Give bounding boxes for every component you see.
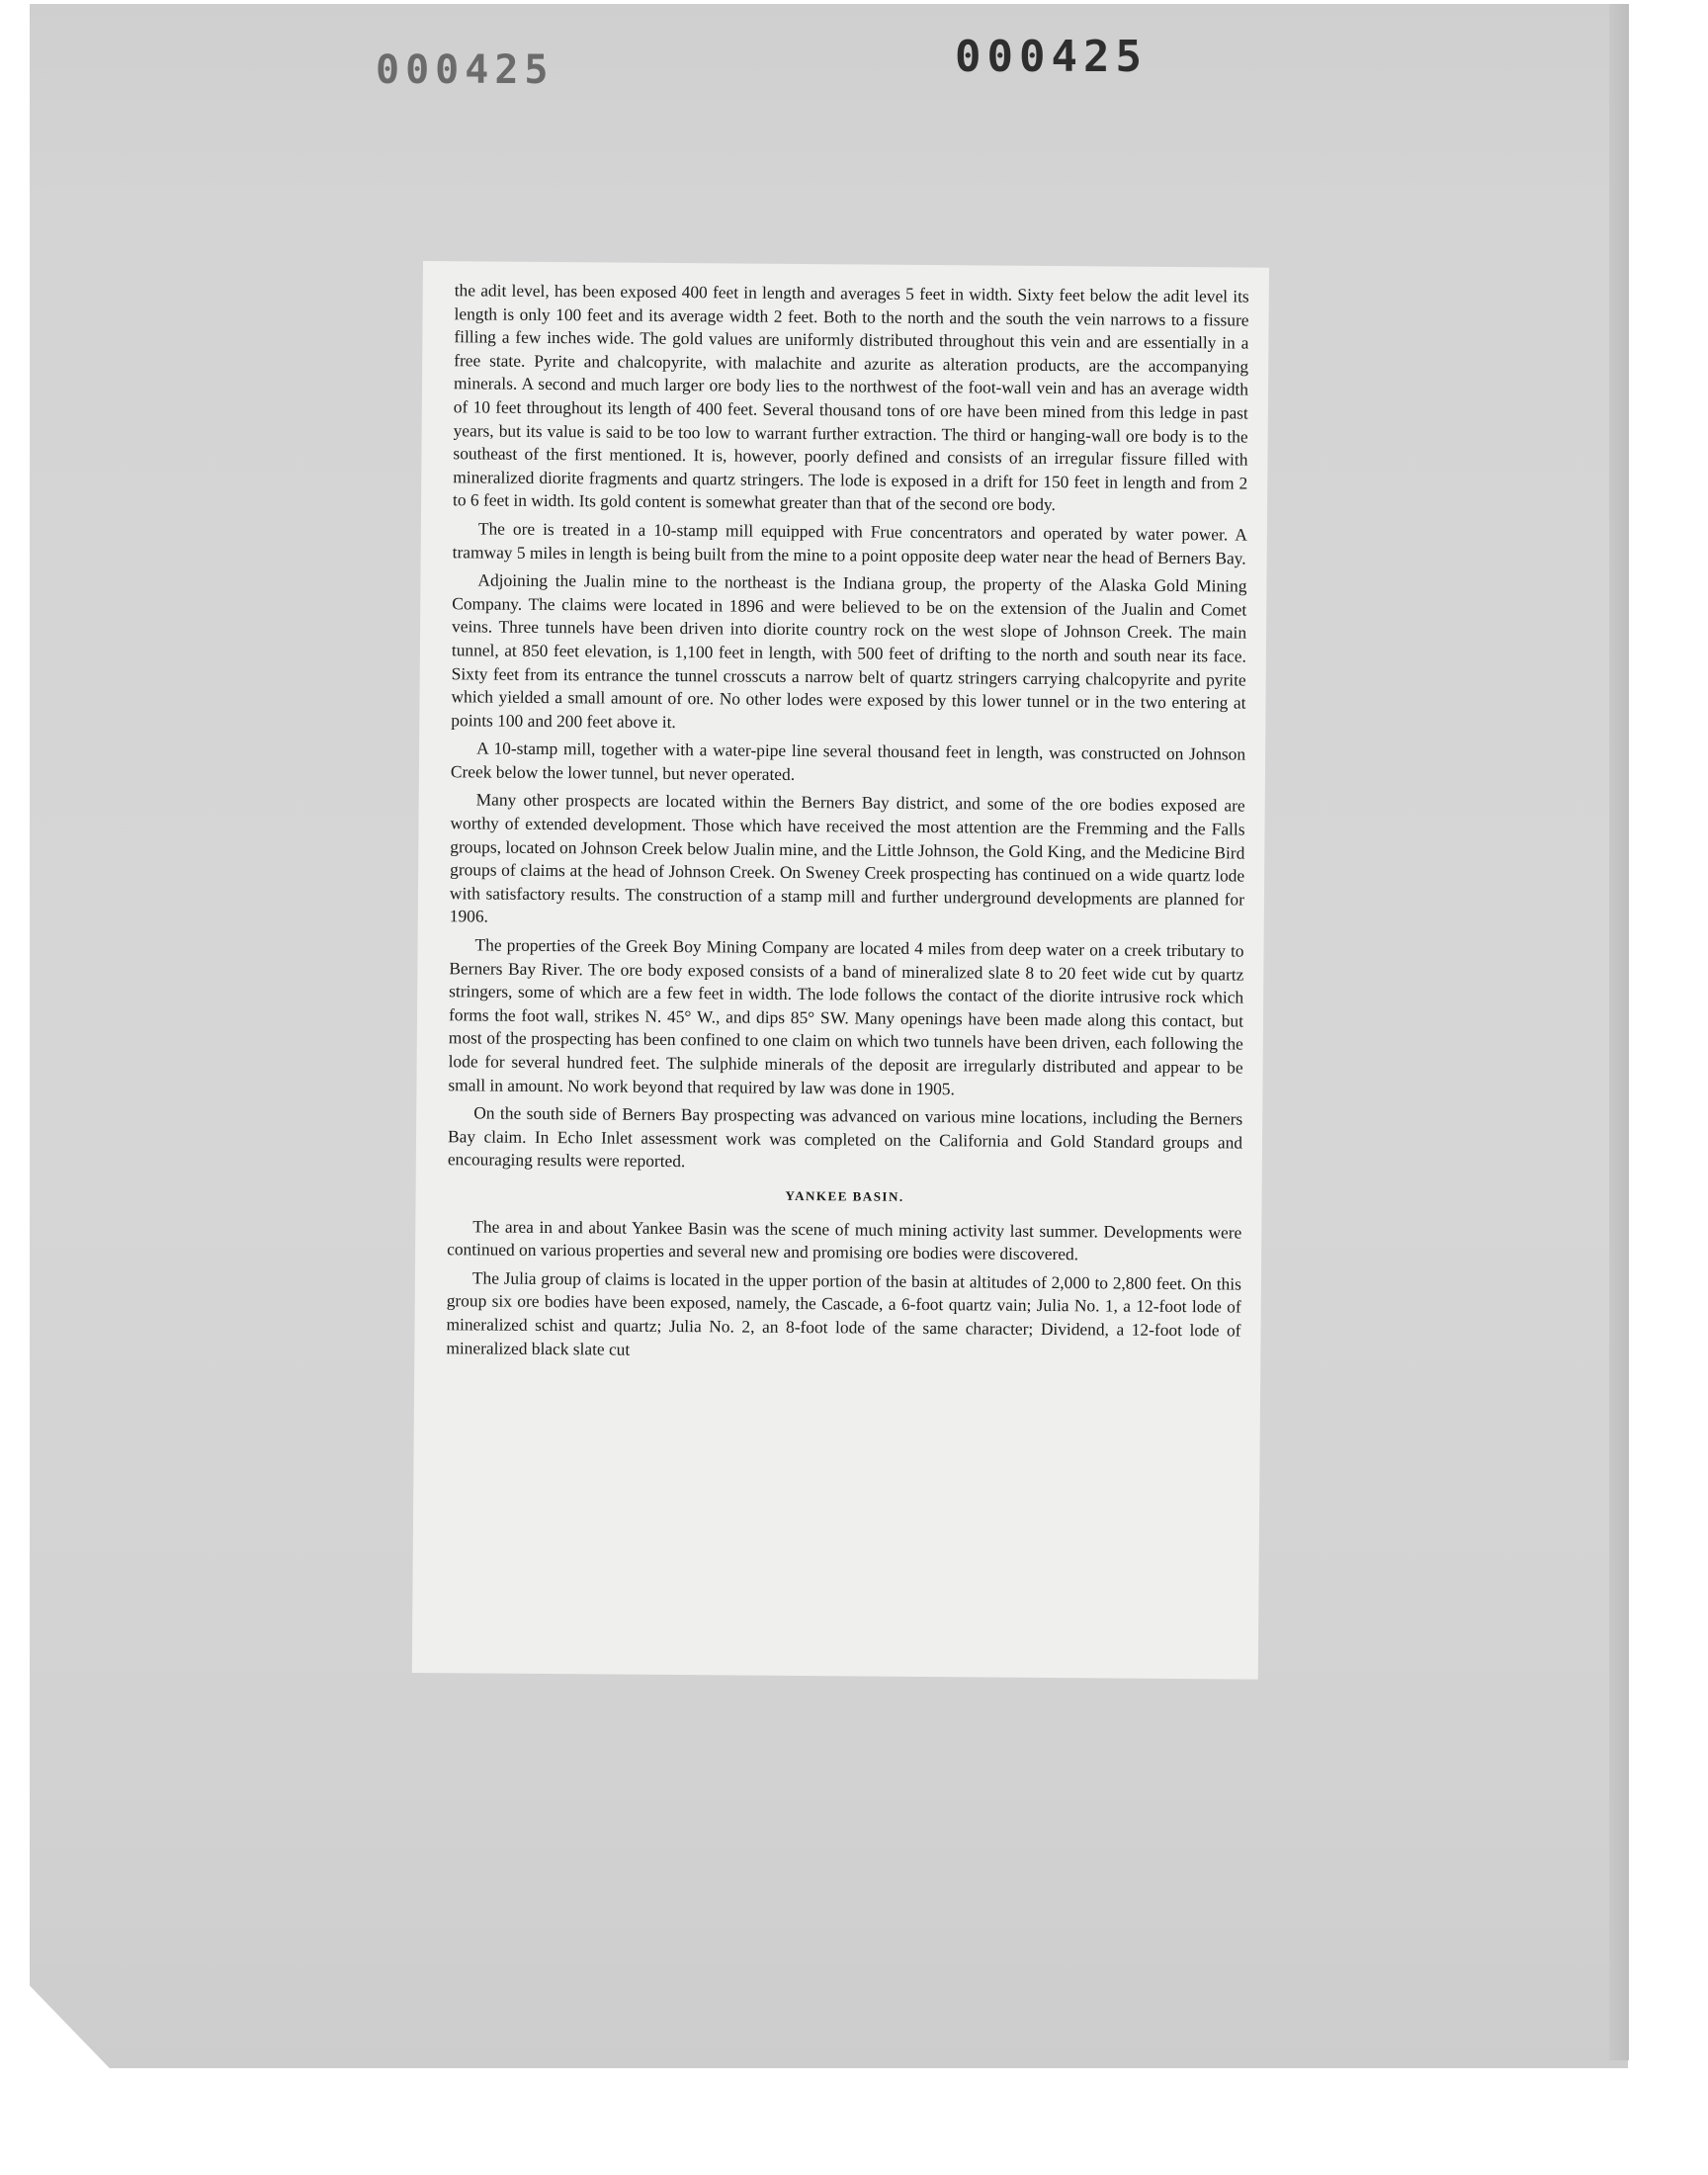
paragraph: The Julia group of claims is located in the upper portion of the basin at altitudes of 2,000 to 2,800 feet. On this group six ore bodies have been exposed, namely, the Cascade, a 6-foot quartz vain; Julia No. 1, a 12-foot lode of mineralized schist and quartz; Julia No. 2, an 8-foot lode of the same character; Dividend, a 12-foot lode of mineralized black slate cut [446, 1267, 1241, 1359]
page-stamp-number: 000425 [955, 32, 1148, 82]
paragraph: Adjoining the Jualin mine to the northeast is the Indiana group, the property of the Alaska Gold Mining Company. The claims were located in 1896 and were believed to be on the extension of the Jualin and Comet veins. Three tunnels have been driven into diorite country rock on the west slope of Johnson Creek. The main tunnel, at 850 feet elevation, is 1,100 feet in length, with 500 feet of drifting to the north and south near its face. Sixty feet from its entrance the tunnel crosscuts a narrow belt of quartz stringers carrying chalcopyrite and pyrite which yielded a small amount of ore. No other lodes were exposed by this lower tunnel or in the two entering at points 100 and 200 feet above it. [451, 569, 1247, 732]
paragraph: A 10-stamp mill, together with a water-pipe line several thousand feet in length, was constructed on Johnson Creek below the lower tunnel, but never operated. [450, 738, 1246, 784]
bleed-through-stamp-number: 000425 [376, 47, 555, 93]
sheet-edge-shadow [1609, 4, 1629, 2060]
paragraph: The area in and about Yankee Basin was the scene of much mining activity last summer. Developments were continued on various properties and several new and promising ore bodies were discovered. [447, 1215, 1242, 1264]
section-heading: YANKEE BASIN. [785, 1187, 904, 1204]
document-page [412, 261, 1269, 1680]
paragraph: the adit level, has been exposed 400 feet in length and averages 5 feet in width. Sixty feet below the adit level its length is only 100 feet and its average width 2 feet. Both to the north and the south the vein narrows to a fissure filling a few inches wide. The gold values are uniformly distributed throughout this vein and are essentially in a free state. Pyrite and chalcopyrite, with malachite and azurite as alteration products, are the accompanying minerals. A second and much larger ore body lies to the northwest of the foot-wall vein and has an average width of 10 feet throughout its length of 400 feet. Several thousand tons of ore have been mined from this ledge in past years, but its value is said to be too low to warrant further extraction. The third or hanging-wall ore body is to the southeast of the first mentioned. It is, however, poorly defined and consists of an irregular fissure filled with mineralized diorite fragments and quartz stringers. The lode is exposed in a drift for 150 feet in length and from 2 to 6 feet in width. Its gold content is somewhat greater than that of the second ore body. [453, 280, 1249, 515]
scan-bottom-margin [0, 2068, 1708, 2175]
paragraph: The ore is treated in a 10-stamp mill equipped with Frue concentrators and operated by water power. A tramway 5 miles in length is being built from the mine to a point opposite deep water near the head of Berners Bay. [452, 518, 1247, 568]
paragraph: Many other prospects are located within the Berners Bay district, and some of the ore bodies exposed are worthy of extended development. Those which have received the most attention are the Fremming and the Falls groups, located on Johnson Creek below Jualin mine, and the Little Johnson, the Gold King, and the Medicine Bird groups of claims at the head of Johnson Creek. On Sweney Creek prospecting has continued on a wide quartz lode with satisfactory results. The construction of a stamp mill and further underground developments are planned for 1906. [449, 789, 1245, 926]
paragraph: The properties of the Greek Boy Mining Company are located 4 miles from deep water on a creek tributary to Berners Bay River. The ore body exposed consists of a band of mineralized slate 8 to 20 feet wide cut by quartz stringers, some of which are a few feet in width. The lode follows the contact of the diorite intrusive rock which forms the foot wall, strikes N. 45° W., and dips 85° SW. Many openings have been made along this contact, but most of the prospecting has been confined to one claim on which two tunnels have been driven, each following the lode for several hundred feet. The sulphide minerals of the deposit are irregularly distributed and appear to be small in amount. No work beyond that required by law was done in 1905. [448, 934, 1244, 1098]
paragraph: On the south side of Berners Bay prospecting was advanced on various mine locations, including the Berners Bay claim. In Echo Inlet assessment work was completed on the California and Gold Standard groups and encouraging results were reported. [447, 1102, 1243, 1172]
